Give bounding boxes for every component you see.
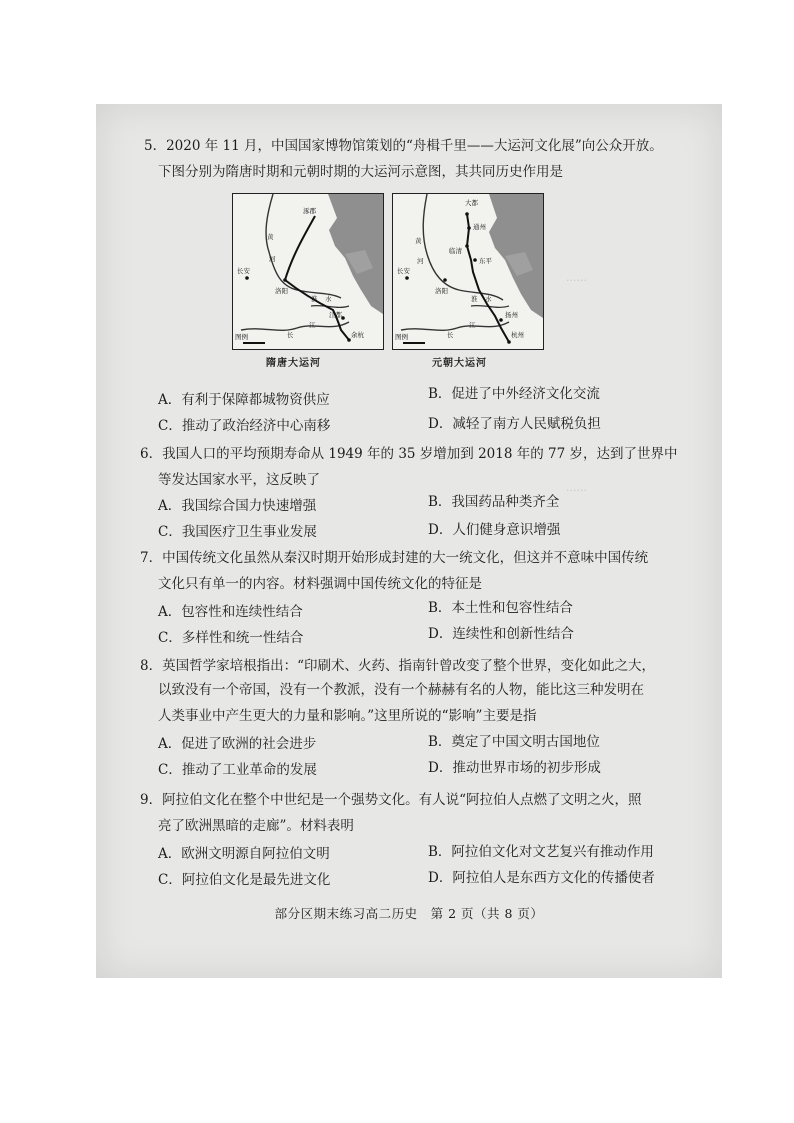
q9-stem-line-1: 9．阿拉伯文化在整个中世纪是一个强势文化。有人说“阿拉伯人点燃了文明之火，照 (140, 792, 642, 808)
map-label: 通州 (473, 223, 486, 231)
q9-option-d[interactable]: D．阿拉伯人是东西方文化的传播使者 (428, 870, 655, 886)
map-label: 涿郡 (303, 207, 316, 215)
q8-option-d[interactable]: D．推动世界市场的初步形成 (428, 760, 601, 776)
map-label: 黄 (415, 237, 422, 245)
hangzhou-dot (507, 340, 511, 344)
map-label: 长 (447, 331, 454, 339)
q7-stem-line-1: 7．中国传统文化虽然从秦汉时期开始形成封建的大一统文化，但这并不意味中国传统 (140, 550, 649, 566)
luoyang-dot (443, 278, 447, 282)
q5-option-c[interactable]: C．推动了政治经济中心南移 (158, 418, 331, 434)
page-footer: 部分区期末练习高二历史 第 2 页（共 8 页） (274, 906, 544, 921)
map-label: 临清 (449, 247, 462, 255)
map-label: 河 (417, 257, 424, 265)
map-label: 河 (269, 255, 276, 263)
q8-stem-line-2: 以致没有一个帝国，没有一个教派，没有一个赫赫有名的人物，能比这三种发明在 (158, 682, 644, 698)
q8-option-c[interactable]: C．推动了工业革命的发展 (158, 762, 317, 778)
q8-stem-line-1: 8．英国哲学家培根指出：“印刷术、火药、指南针曾改变了整个世界，变化如此之大， (140, 658, 655, 674)
yangtze-river (241, 322, 349, 330)
yangzhou-dot (499, 318, 503, 322)
yangtze-river (401, 322, 509, 330)
q9-stem-line-2: 亮了欧洲黑暗的走廊”。材料表明 (158, 818, 354, 834)
q7-option-c[interactable]: C．多样性和统一性结合 (158, 630, 304, 646)
q7-stem-line-2: 文化只有单一的内容。材料强调中国传统文化的特征是 (158, 576, 482, 592)
q8-option-a[interactable]: A．促进了欧洲的社会进步 (158, 736, 317, 752)
q7-option-b[interactable]: B．本土性和包容性结合 (428, 600, 573, 616)
q6-option-d[interactable]: D．人们健身意识增强 (428, 522, 561, 538)
huai-river (311, 306, 349, 308)
yuan-canal-map (392, 193, 544, 350)
map-label: 杭州 (511, 331, 524, 339)
q8-stem-line-3: 人类事业中产生更大的力量和影响。”这里所说的“影响”主要是指 (158, 708, 537, 724)
q9-option-a[interactable]: A．欧洲文明源自阿拉伯文明 (158, 846, 330, 862)
q6-option-c[interactable]: C．我国医疗卫生事业发展 (158, 524, 317, 540)
map-label: 长安 (397, 267, 410, 275)
map-label: 长 (287, 331, 294, 339)
legend-label: 图例 (235, 333, 248, 341)
changan-dot (405, 276, 409, 280)
luoyang-dot (283, 278, 287, 282)
dongping-dot (473, 258, 477, 262)
bleed-through-text: ······ (566, 484, 587, 497)
q5-stem-line-1: 5．2020 年 11 月，中国国家博物馆策划的“舟楫千里——大运河文化展”向公众开放。 (144, 138, 663, 154)
bleed-through-text: ······ (566, 274, 587, 287)
map-label: 淮 (311, 295, 318, 303)
yongji-canal (285, 216, 315, 280)
map-label: 洛阳 (275, 287, 288, 295)
q7-option-a[interactable]: A．包容性和连续性结合 (158, 604, 303, 620)
yellow-river (423, 194, 503, 300)
map-label: 洛阳 (435, 287, 448, 295)
map-label: 黄 (267, 233, 274, 241)
q5-option-a[interactable]: A．有利于保障都城物资供应 (158, 392, 330, 408)
map-label: 江 (469, 321, 476, 329)
legend-label: 图例 (395, 333, 408, 341)
map-label: 水 (325, 295, 332, 303)
yuan-map-drawing (393, 194, 543, 349)
q9-option-c[interactable]: C．阿拉伯文化是最先进文化 (158, 872, 331, 888)
q6-stem-line-2: 等发达国家水平，这反映了 (158, 472, 320, 488)
q5-option-b[interactable]: B．促进了中外经济文化交流 (428, 386, 600, 402)
q7-option-d[interactable]: D．连续性和创新性结合 (428, 626, 574, 642)
q5-option-d[interactable]: D．减轻了南方人民赋税负担 (428, 416, 601, 432)
q6-option-a[interactable]: A．我国综合国力快速增强 (158, 498, 317, 514)
scanned-page-photo (96, 104, 722, 978)
q6-option-b[interactable]: B．我国药品种类齐全 (428, 494, 560, 510)
map-label: 扬州 (505, 311, 518, 319)
suitang-canal-map (232, 193, 384, 350)
map-label: 长安 (237, 267, 250, 275)
yuan-map-caption: 元朝大运河 (432, 358, 487, 369)
suitang-map-drawing (233, 194, 383, 349)
map-label: 淮 (471, 295, 478, 303)
exam-paper (96, 104, 722, 978)
suitang-map-caption: 隋唐大运河 (266, 358, 321, 369)
changan-dot (245, 276, 249, 280)
map-label: 水 (485, 295, 492, 303)
map-label: 大都 (465, 199, 478, 207)
dadu-dot (465, 212, 469, 216)
q6-stem-line-1: 6．我国人口的平均预期寿命从 1949 年的 35 岁增加到 2018 年的 77 岁，达到了世界中 (140, 446, 678, 462)
map-label: 江都 (329, 311, 342, 319)
tongzhou-dot (467, 226, 471, 230)
map-label: 东平 (479, 257, 492, 265)
linqing-dot (465, 244, 469, 248)
q5-stem-line-2: 下图分别为隋唐时期和元朝时期的大运河示意图，其共同历史作用是 (158, 164, 563, 180)
q8-option-b[interactable]: B．奠定了中国文明古国地位 (428, 734, 600, 750)
map-label: 江 (309, 321, 316, 329)
q9-option-b[interactable]: B．阿拉伯文化对文艺复兴有推动作用 (428, 844, 654, 860)
map-label: 余杭 (351, 331, 364, 339)
